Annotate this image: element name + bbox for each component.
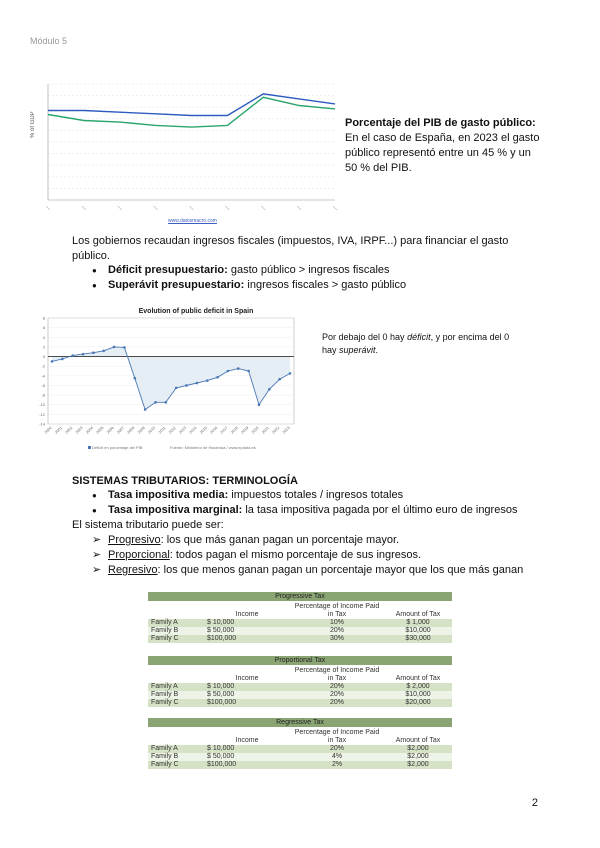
chart1-source: www.datosmacro.com [168,218,217,224]
x-tick [190,206,194,210]
cell: $2,000 [384,753,452,761]
x-tick-label: 2008 [126,425,136,435]
cell: $30,000 [384,635,452,643]
cell: 30% [290,635,384,643]
chart1-ylabel: % of GDP [30,111,36,138]
data-point [196,382,199,385]
marginal-rate-def: la tasa impositiva pagada por el último euro de ingresos [242,504,518,516]
table-row [148,619,452,627]
y-tick-label: 0 [42,354,45,360]
regresivo-item [92,563,548,578]
data-point [133,377,136,380]
deficit-chart-source: Fuente: Ministerio de Hacienda / www.epdata.es [170,445,256,450]
budget-list [108,263,528,293]
cell: $ 1,000 [384,619,452,627]
progresivo-term: Progresivo [108,534,161,546]
col-header [148,727,204,745]
data-point [216,376,219,379]
data-point [92,351,95,354]
x-tick [154,206,158,210]
avg-rate-item [108,488,538,503]
cell: Family C [148,635,204,643]
col-header [148,601,204,619]
surplus-item [108,278,528,293]
surplus-term: Superávit presupuestario: [108,279,245,291]
avg-rate-term: Tasa impositiva media: [108,489,229,501]
col-header [148,665,204,683]
x-tick-label: 2015 [199,425,208,435]
cell: $ 10,000 [204,683,290,691]
cell: Family C [148,761,204,769]
progressive-tax-table [148,592,452,643]
col-header: Percentage of Income Paid in Tax [290,665,384,683]
y-tick-label: -14 [39,421,45,427]
system-intro: El sistema tributario puede ser: [72,519,224,531]
x-tick [46,206,50,210]
avg-rate-def: impuestos totales / ingresos totales [228,489,404,501]
arrow-icon: ➢ [92,564,102,576]
data-point [51,360,54,363]
data-point [185,384,188,387]
data-point [289,372,292,375]
x-tick-label: 2017 [219,425,229,435]
deficit-note-pre: Por debajo del 0 hay [322,332,408,342]
cell: $10,000 [384,691,452,699]
arrow-icon: ➢ [92,534,102,546]
cell: $ 50,000 [204,627,290,635]
x-tick-label: 2014 [188,425,198,435]
table-row [148,683,452,691]
cell: 20% [290,699,384,707]
x-tick [225,206,229,210]
cell: $100,000 [204,761,290,769]
intro-paragraph: Los gobiernos recaudan ingresos fiscales (impuestos, IVA, IRPF...) para financiar el gasto público. [72,235,509,262]
series-line-1 [48,97,335,127]
deficit-term: Déficit presupuestario: [108,264,228,276]
col-header: Percentage of Income Paid in Tax [290,601,384,619]
cell: 20% [290,745,384,753]
deficit-note [322,331,522,357]
cell: 20% [290,627,384,635]
data-point [247,370,250,373]
module-label: Módulo 5 [30,36,68,46]
data-point [175,387,178,390]
proporcional-def: : todos pagan el mismo porcentaje de sus ingresos. [169,549,422,561]
x-tick [118,206,122,210]
cell: Family C [148,699,204,707]
data-point [227,370,230,373]
regresivo-def: : los que menos ganan pagan un porcentaje mayor que los que más ganan [157,564,524,576]
deficit-note-mid: , y por encima del 0 hay [322,332,510,355]
x-tick-label: 2022 [271,425,281,435]
proporcional-term: Proporcional [108,549,170,561]
x-tick-label: 2006 [105,425,115,435]
x-tick-label: 2023 [281,425,291,435]
deficit-chart-title: Evolution of public deficit in Spain [138,308,254,315]
cell: $ 10,000 [204,745,290,753]
cell: Family B [148,627,204,635]
x-tick-label: 2007 [116,425,126,435]
marginal-rate-term: Tasa impositiva marginal: [108,504,243,516]
table-title: Regressive Tax [148,718,452,727]
progresivo-def: : los que más ganan pagan un porcentaje mayor. [160,534,400,546]
gdp-note-body: En el caso de España, en 2023 el gasto público representó entre un 45 % y un 50 % del PIB. [345,132,540,174]
x-tick [261,206,265,210]
cell: $100,000 [204,699,290,707]
cell: $ 50,000 [204,691,290,699]
x-tick [297,206,301,210]
surplus-def: ingresos fiscales > gasto público [244,279,407,291]
x-tick-label: 2016 [209,425,219,435]
deficit-note-word-deficit: déficit [407,332,431,342]
cell: Family A [148,619,204,627]
data-point [278,378,281,381]
data-point [61,358,64,361]
arrow-icon: ➢ [92,549,102,561]
deficit-note-post: . [375,345,379,355]
cell: $ 2,000 [384,683,452,691]
data-point [102,349,105,352]
x-tick-label: 2003 [74,425,84,435]
x-tick-label: 2010 [147,425,157,435]
cell: 4% [290,753,384,761]
data-point [144,408,147,411]
col-header: Income [204,665,290,683]
data-point [82,353,85,356]
y-tick-label: 6 [42,325,45,331]
y-tick-label: -6 [41,382,45,388]
cell: $20,000 [384,699,452,707]
cell: 10% [290,619,384,627]
cell: Family B [148,691,204,699]
cell: $2,000 [384,745,452,753]
data-point [165,401,168,404]
table-row [148,761,452,769]
cell: Family A [148,683,204,691]
data-point [237,367,240,370]
x-tick-label: 2021 [261,425,271,435]
regresivo-term: Regresivo [108,564,158,576]
y-tick-label: -12 [39,411,45,417]
rate-list [108,488,538,518]
col-header: Income [204,727,290,745]
y-tick-label: -4 [41,373,45,379]
cell: $ 50,000 [204,753,290,761]
data-point [268,388,271,391]
x-tick-label: 2000 [43,425,53,435]
cell: 20% [290,691,384,699]
x-tick-label: 2020 [250,425,260,435]
system-types-list [92,533,548,578]
cell: $2,000 [384,761,452,769]
col-header: Amount of Tax [384,665,452,683]
col-header: Income [204,601,290,619]
table-row [148,745,452,753]
regressive-tax-table [148,718,452,769]
y-tick-label: 2 [42,344,45,350]
x-tick [333,206,337,210]
proportional-tax-table [148,656,452,707]
table-row [148,753,452,761]
deficit-chart-legend: Déficit en porcentaje del PIB [92,445,143,450]
page-number: 2 [531,797,538,809]
x-tick-label: 2012 [168,425,177,435]
cell: $ 10,000 [204,619,290,627]
y-tick-label: -10 [39,402,45,408]
x-tick-label: 2013 [178,425,188,435]
data-point [123,346,126,349]
cell: 2% [290,761,384,769]
col-header: Percentage of Income Paid in Tax [290,727,384,745]
table-row [148,699,452,707]
x-tick-label: 2001 [54,425,64,435]
x-tick-label: 2011 [157,425,167,435]
cell: 20% [290,683,384,691]
col-header: Amount of Tax [384,601,452,619]
table-row [148,627,452,635]
section-title: SISTEMAS TRIBUTARIOS: TERMINOLOGÍA [72,475,298,487]
y-tick-label: 4 [42,334,45,340]
data-point [154,401,157,404]
col-header: Amount of Tax [384,727,452,745]
data-point [206,379,209,382]
data-point [71,354,74,357]
x-tick-label: 2019 [240,425,250,435]
gdp-spending-chart [30,78,340,228]
cell: $100,000 [204,635,290,643]
gdp-note-title: Porcentaje del PIB de gasto público: [345,117,536,129]
data-point [258,403,261,406]
data-point [113,346,116,349]
x-tick [82,206,86,210]
proporcional-item [92,548,548,563]
x-tick-label: 2005 [95,425,105,435]
y-tick-label: 8 [42,315,45,321]
series-line-0 [48,94,335,116]
table-title: Progressive Tax [148,592,452,601]
gdp-note [345,116,545,176]
table-title: Proportional Tax [148,656,452,665]
x-tick-label: 2004 [85,425,95,435]
deficit-def: gasto público > ingresos fiscales [227,264,390,276]
x-tick-label: 2009 [137,425,146,435]
deficit-item [108,263,528,278]
y-tick-label: -8 [41,392,45,398]
x-tick-label: 2002 [64,425,74,435]
x-tick-label: 2018 [230,425,239,435]
legend-swatch [88,446,91,449]
cell: Family B [148,753,204,761]
y-tick-label: -2 [41,363,45,369]
table-row [148,691,452,699]
marginal-rate-item [108,503,538,518]
cell: $10,000 [384,627,452,635]
deficit-note-word-surplus: superávit [339,345,376,355]
deficit-chart [30,302,302,452]
cell: Family A [148,745,204,753]
progresivo-item [92,533,548,548]
table-row [148,635,452,643]
